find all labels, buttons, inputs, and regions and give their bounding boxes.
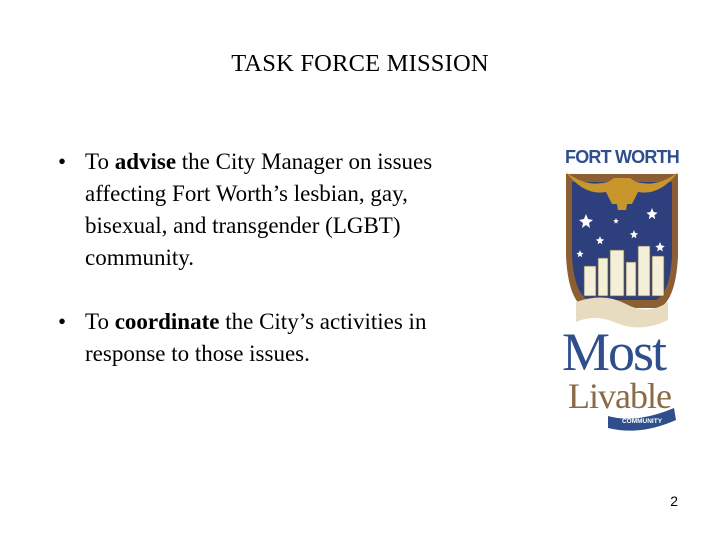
- logo-top-text: FORT WORTH: [565, 147, 679, 167]
- bullet-mark: •: [58, 309, 67, 334]
- bullet-item-coordinate: [58, 306, 478, 370]
- logo-ribbon-text: COMMUNITY: [621, 418, 663, 425]
- bullet-text-prefix: To: [85, 149, 115, 174]
- logo-word-livable: Livable: [568, 376, 671, 416]
- bullet-text-emphasis: coordinate: [114, 309, 220, 334]
- bullet-text-prefix: To: [85, 309, 115, 334]
- bullet-list: [58, 146, 478, 402]
- logo-word-most: Most: [562, 322, 666, 382]
- bullet-text-emphasis: advise: [114, 149, 177, 174]
- page-number: 2: [670, 493, 678, 509]
- slide-title: TASK FORCE MISSION: [231, 50, 489, 77]
- fort-worth-most-livable-logo-icon: [556, 138, 688, 436]
- bullet-text-suffix: the City Manager on issues affecting Fort Worth’s lesbian, gay, bisexual, and transgender (LGBT) community.: [85, 149, 433, 270]
- bullet-text-suffix: the City’s activities in response to those issues.: [85, 309, 427, 366]
- bullet-mark: •: [58, 149, 67, 174]
- bullet-item-advise: [58, 146, 478, 274]
